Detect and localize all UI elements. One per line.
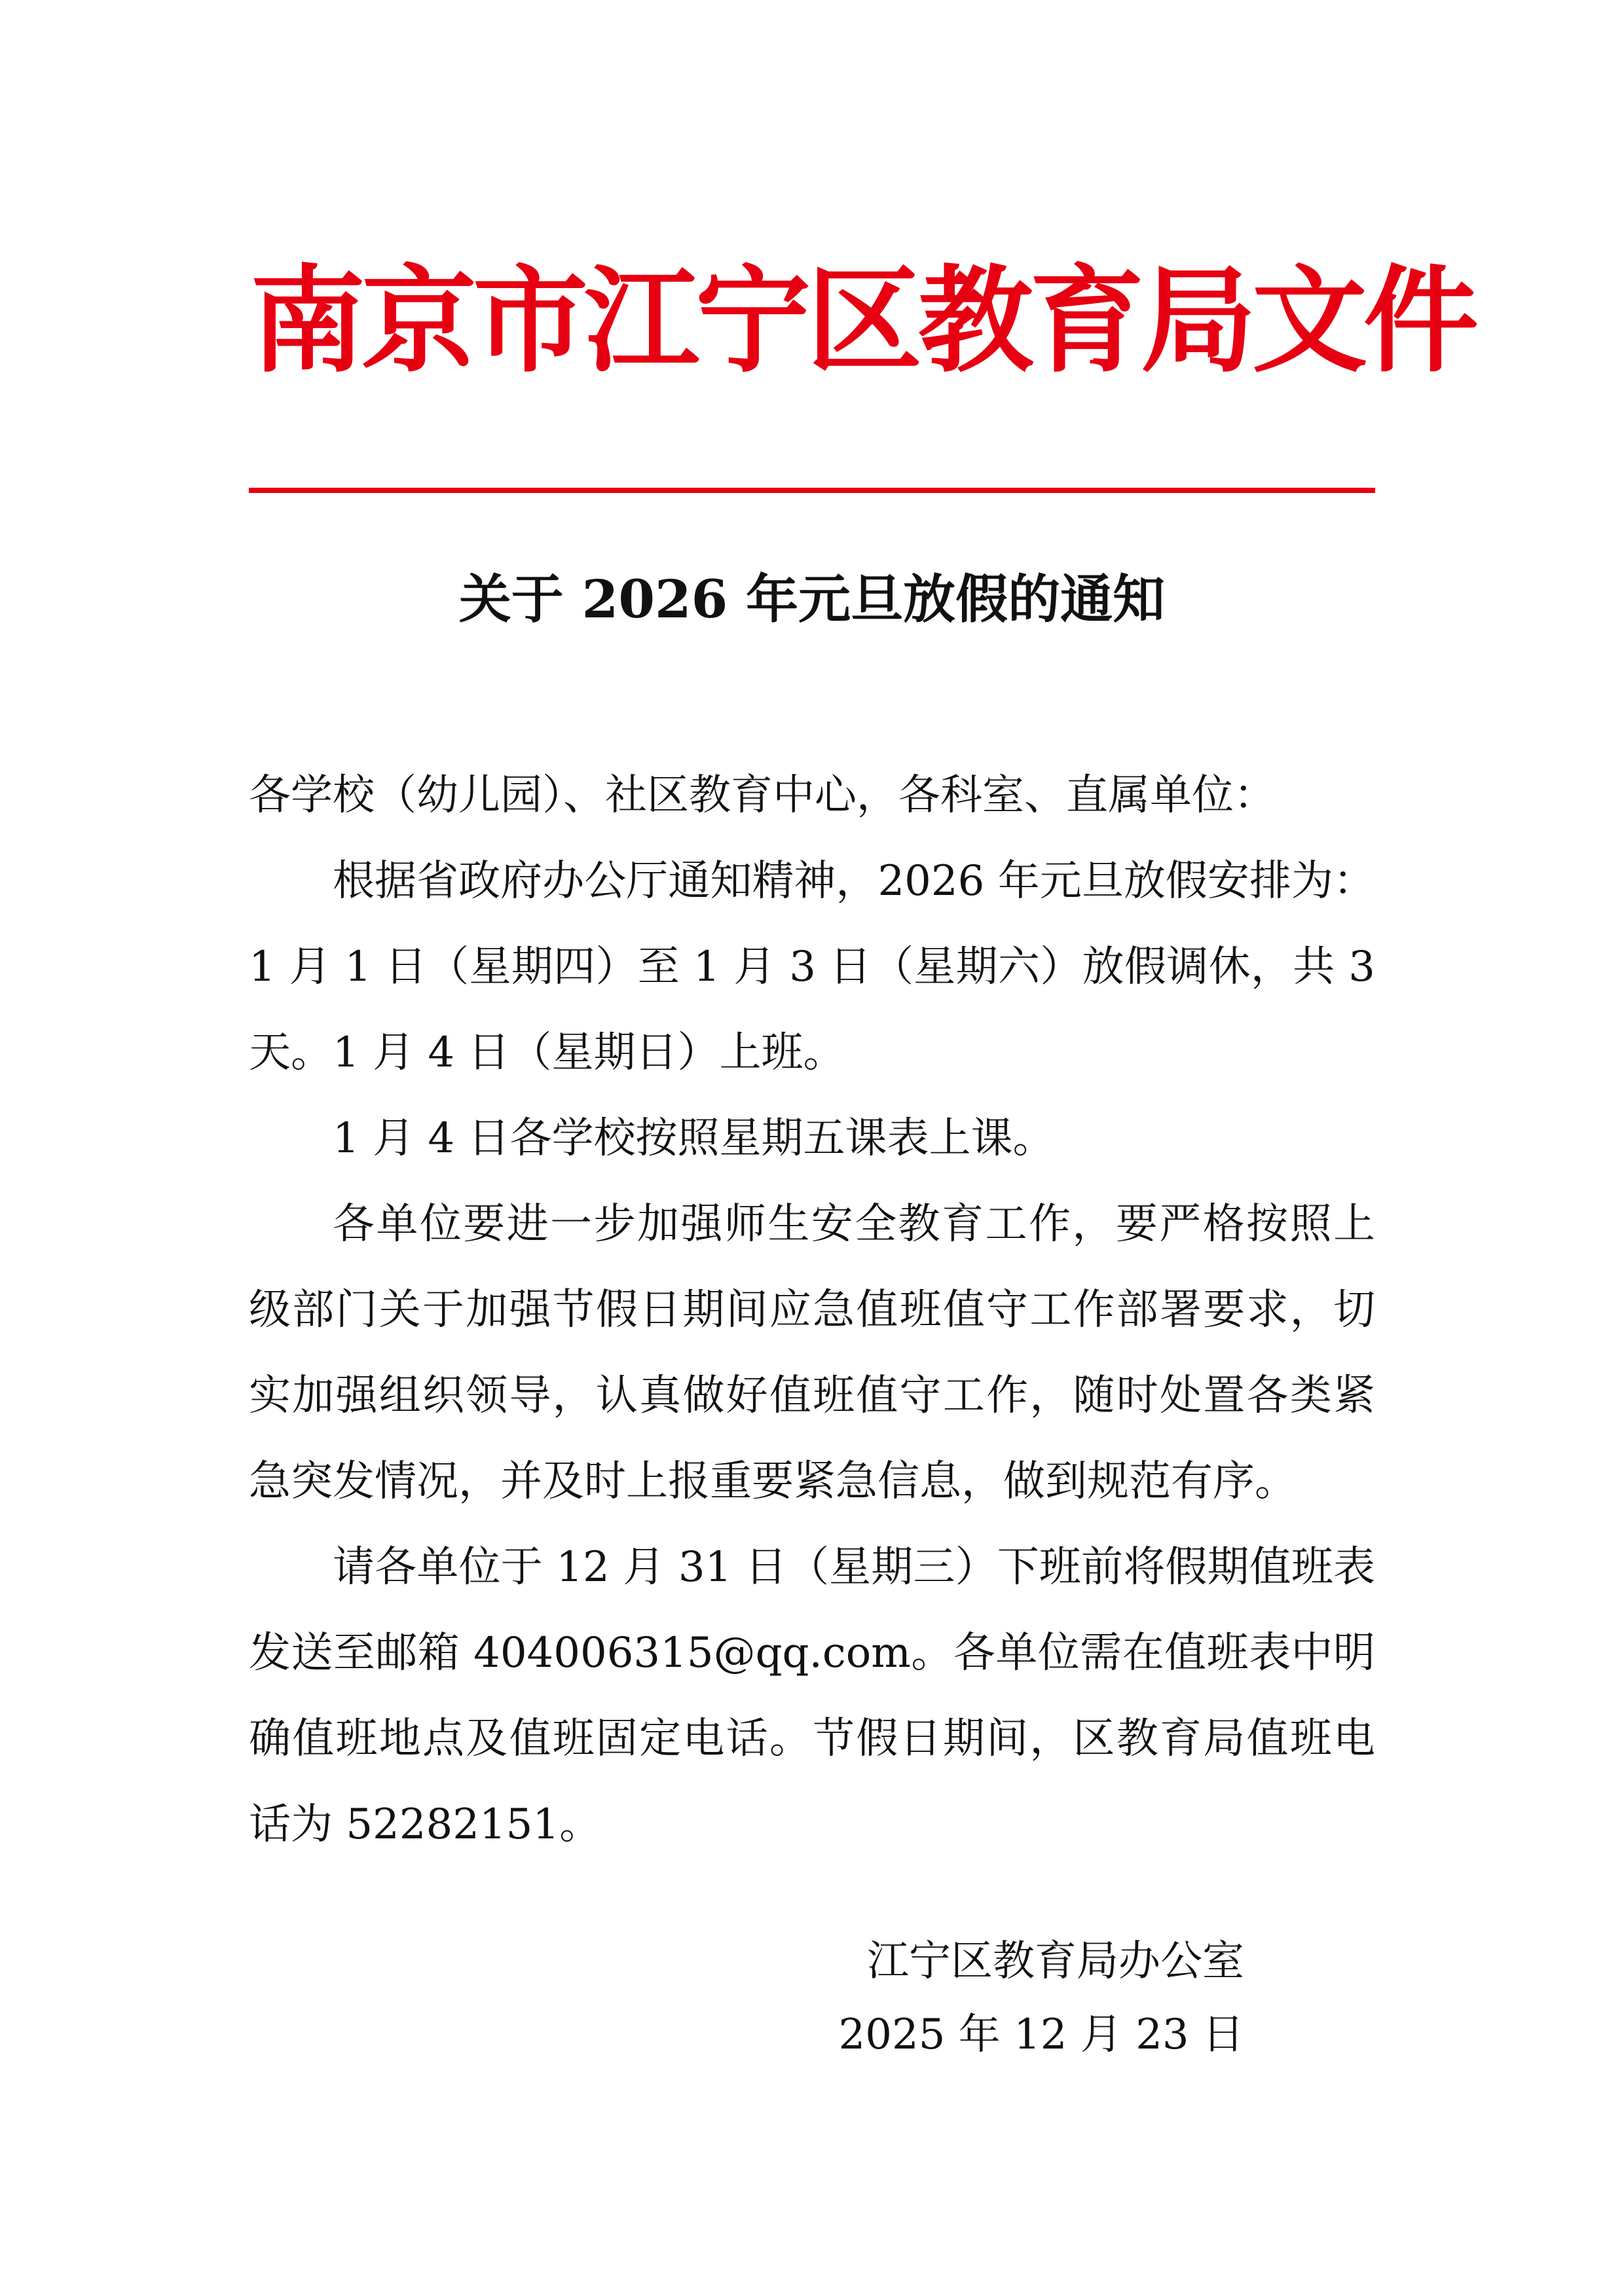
paragraph-class-schedule: 1 月 4 日各学校按照星期五课表上课。 [333,1114,1055,1163]
document-title: 关于 2026 年元旦放假的通知 [458,568,1166,630]
signature-organization: 江宁区教育局办公室 [867,1937,1244,1986]
signature-date: 2025 年 12 月 23 日 [838,2011,1244,2059]
paragraph-safety-duty: 各单位要进一步加强师生安全教育工作，要严格按照上级部门关于加强节假日期间应急值班值守工作部署要求，切实加强组织领导，认真做好值班值守工作，随时处置各类紧急突发情况，并及时上报重要紧急信息，做到规范有序。 [249,1200,1375,1506]
document-body [249,753,1375,1868]
red-header-rule [249,488,1375,493]
agency-header-title: 南京市江宁区教育局文件 [250,253,1475,388]
paragraph-duty-roster: 请各单位于 12 月 31 日（星期三）下班前将假期值班表发送至邮箱 404006315@qq.com。各单位需在值班表中明确值班地点及值班固定电话。节假日期间，区教育局值班电话为 52282151。 [249,1543,1375,1849]
signature-block [838,1925,1297,2071]
paragraph-holiday-schedule: 根据省政府办公厅通知精神，2026 年元旦放假安排为：1 月 1 日（星期四）至 1 月 3 日（星期六）放假调休，共 3 天。1 月 4 日（星期日）上班。 [249,857,1375,1077]
salutation: 各学校（幼儿园）、社区教育中心，各科室、直属单位： [249,771,1276,820]
